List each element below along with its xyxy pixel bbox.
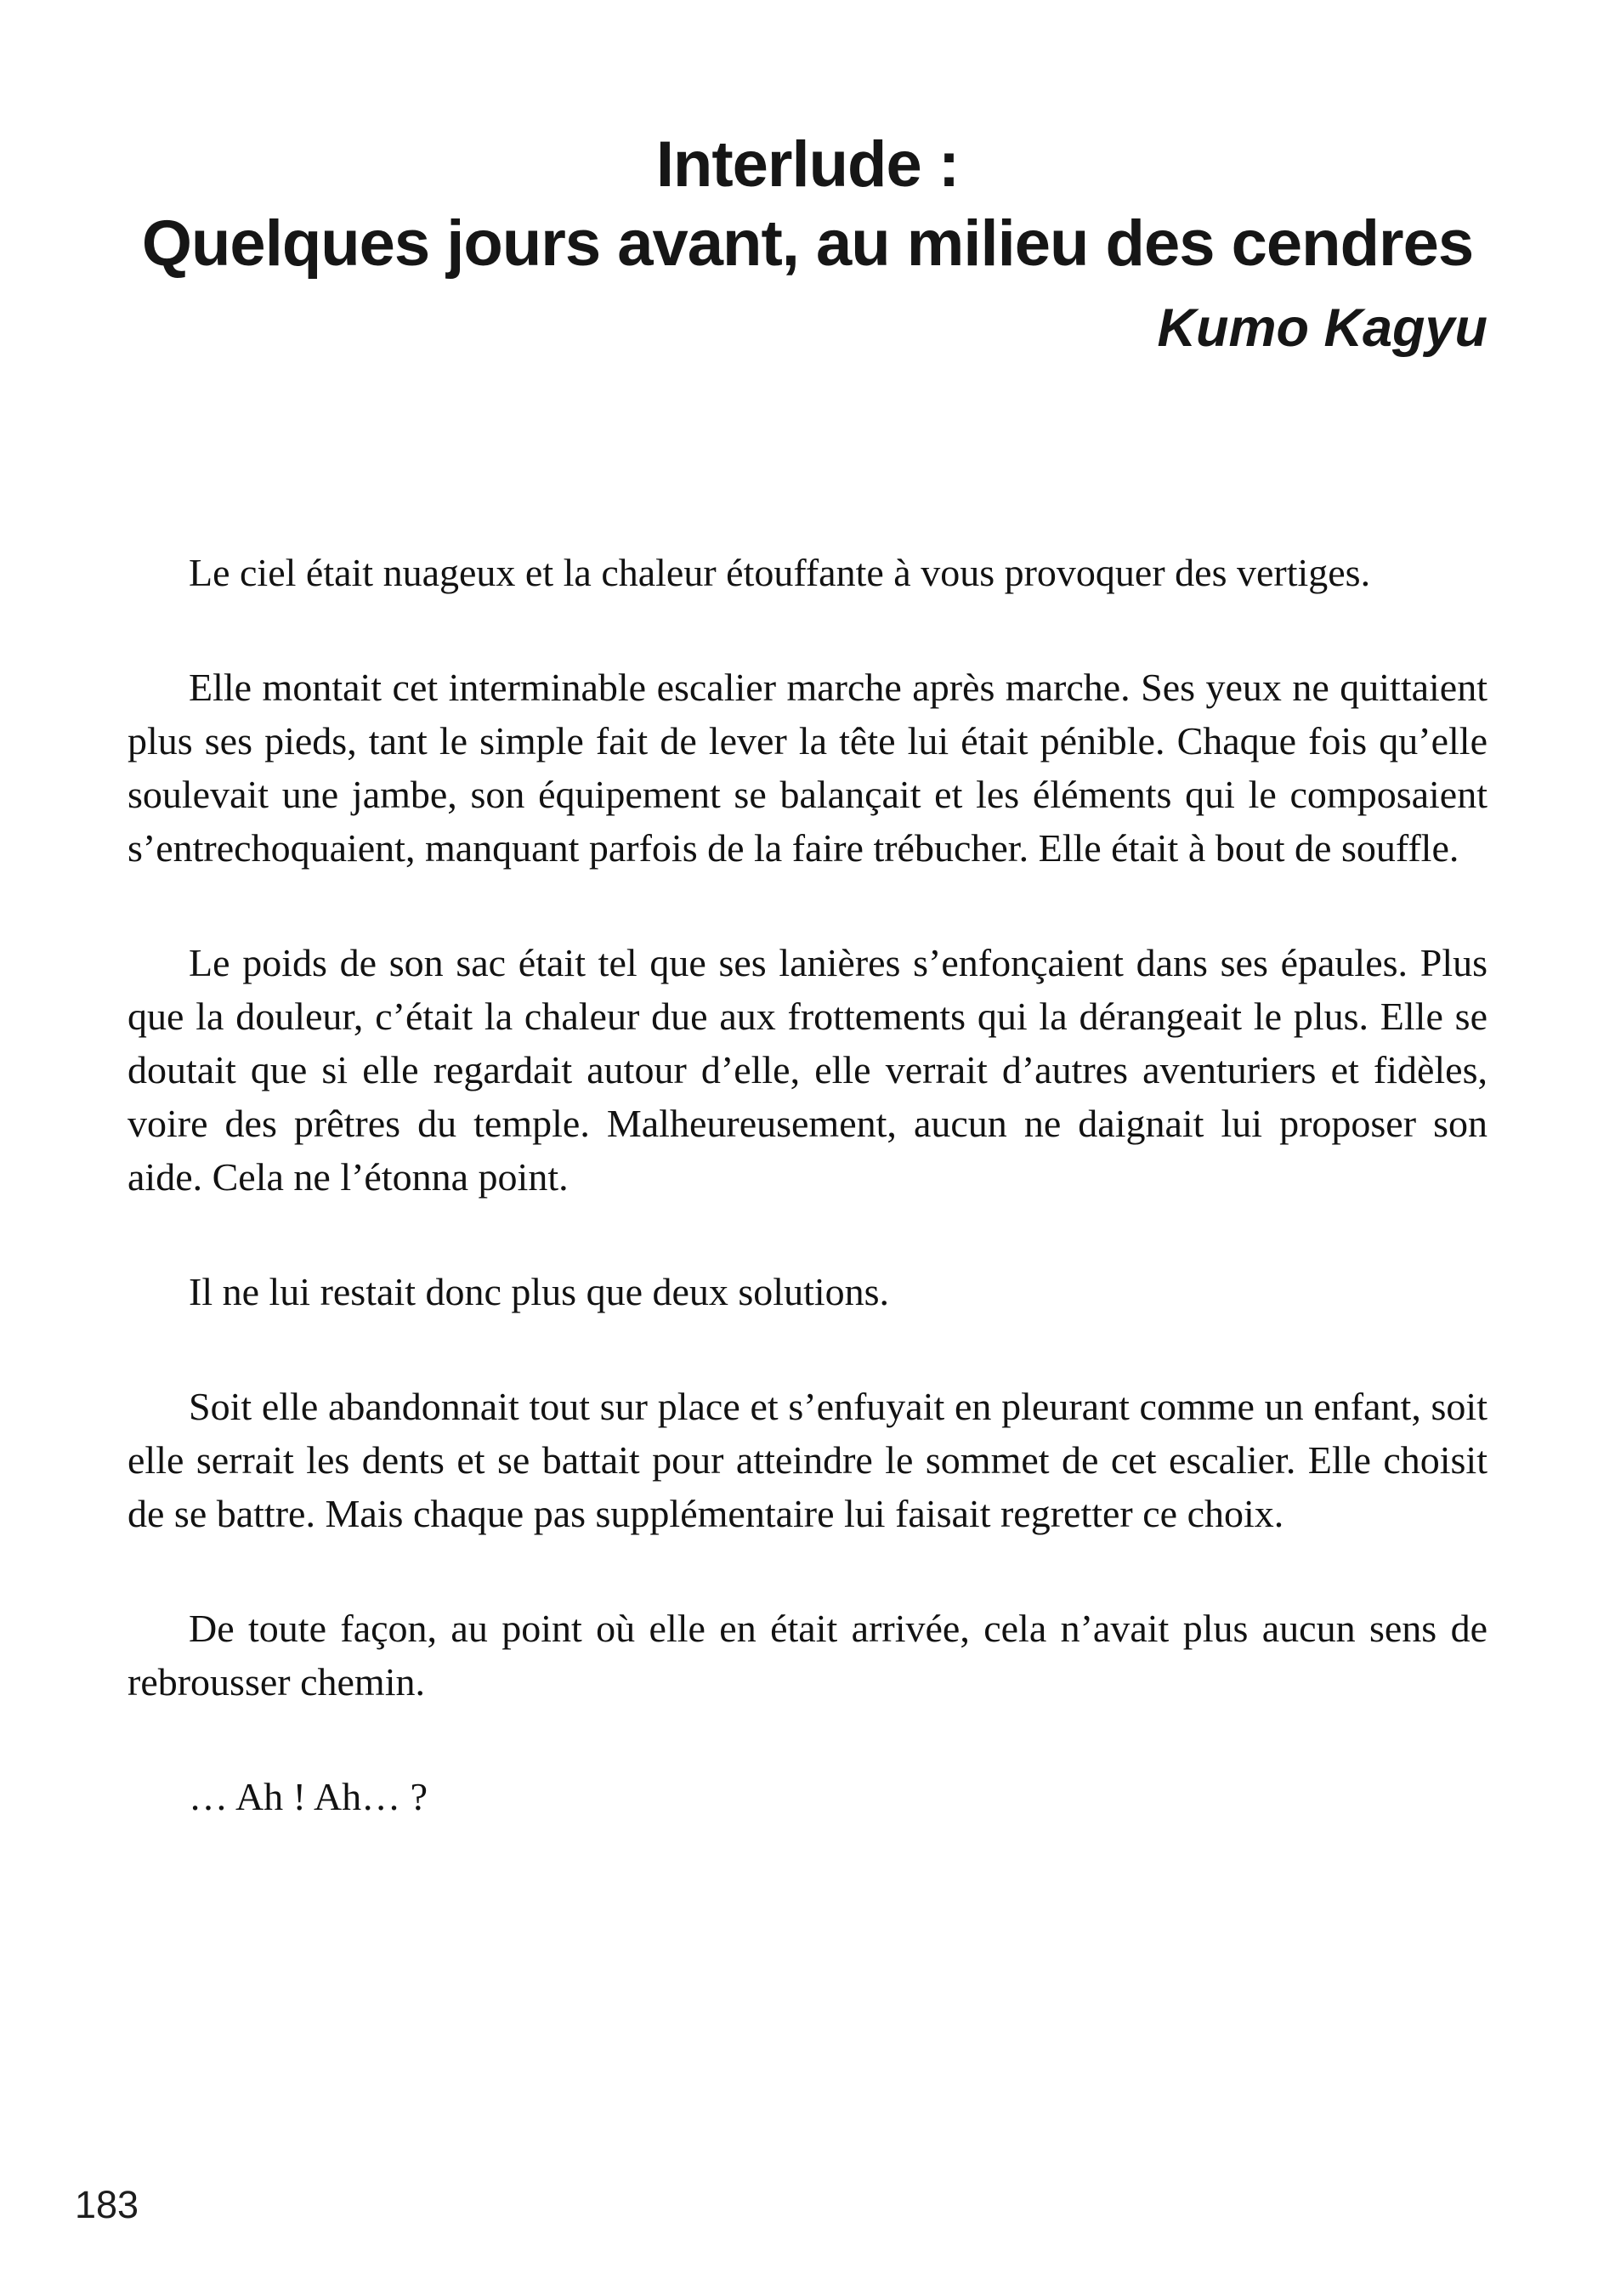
body-text — [128, 546, 1488, 1885]
chapter-title — [0, 126, 1615, 283]
paragraph: Le poids de son sac était tel que ses lanières s’enfonçaient dans ses épaules. Plus que la douleur, c’était la chaleur due aux frottements qui la dérangeait le plus. Elle se doutait que si elle regardait autour d’elle, elle verrait d’autres aventuriers et fidèles, voire des prêtres du temple. Malheureusement, aucun ne daignait lui proposer son aide. Cela ne l’étonna point. — [128, 941, 1488, 1199]
paragraph: De toute façon, au point où elle en était arrivée, cela n’avait plus aucun sens de rebrousser chemin. — [128, 1607, 1488, 1704]
chapter-title-line2: Quelques jours avant, au milieu des cendres — [141, 207, 1474, 280]
paragraph: Il ne lui restait donc plus que deux solutions. — [189, 1270, 890, 1313]
paragraph: Elle montait cet interminable escalier marche après marche. Ses yeux ne quittaient plus ses pieds, tant le simple fait de lever la tête lui était pénible. Chaque fois qu’elle soulevait une jambe, son équipement se balançait et les éléments qui le composaient s’entrechoquaient, manquant parfois de la faire trébucher. Elle était à bout de souffle. — [128, 666, 1488, 870]
chapter-title-line1: Interlude : — [655, 128, 960, 201]
page-number: 183 — [75, 2183, 139, 2226]
paragraph: … Ah ! Ah… ? — [189, 1775, 428, 1818]
paragraph: Soit elle abandonnait tout sur place et s’enfuyait en pleurant comme un enfant, soit elle serrait les dents et se battait pour atteindre le sommet de cet escalier. Elle choisit de se battre. Mais chaque pas supplémentaire lui faisait regretter ce choix. — [128, 1385, 1488, 1535]
author-name: Kumo Kagyu — [1157, 298, 1488, 358]
paragraph: Le ciel était nuageux et la chaleur étouffante à vous provoquer des vertiges. — [189, 551, 1371, 594]
